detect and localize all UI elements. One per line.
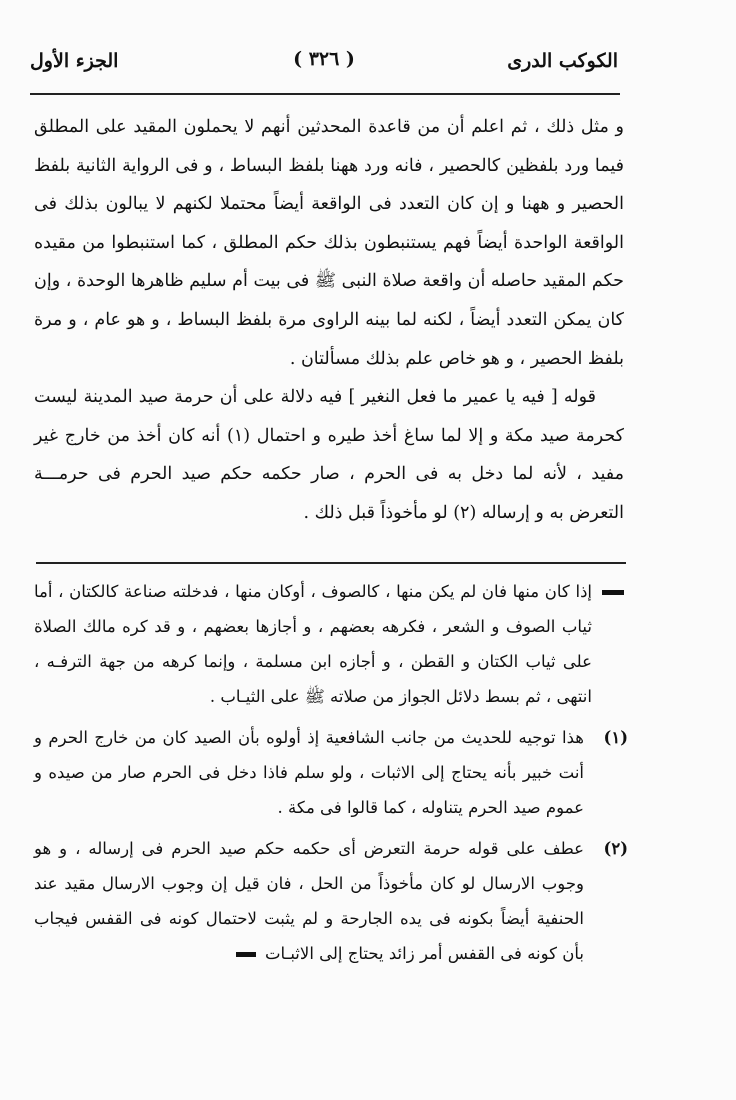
footnote-1	[34, 720, 628, 825]
paragraph: و مثل ذلك ، ثم اعلم أن من قاعدة المحدثين أنهم لا يحملون المقيد على المطلق فيما ورد بلفظين كالحصير ، فانه ورد ههنا بلفظ البساط ، و فى الرواية الثانية بلفظ الحصير و ههنا و إن كان التعدد فى الواقعة أيضاً محتملا لكنهم لا يبالون بذلك فى الواقعة الواحدة أيضاً فهم يستنبطون بذلك حكم المطلق ، كما استنبطوا من مقيده حكم المقيد حاصله أن واقعة صلاة النبى ﷺ فى بيت أم سليم ظاهرها الوحدة ، وإن كان يمكن التعدد أيضاً ، لكنه لما بينه الراوى مرة بلفظ البساط ، و هو عام ، و مرة بلفظ الحصير ، و هو خاص علم بذلك مسألتان .	[34, 117, 624, 369]
continuation-dash-icon	[236, 952, 256, 957]
book-title: الكوكب الدرى	[507, 50, 618, 72]
volume-part: الجزء الأول	[30, 50, 119, 72]
page-header	[30, 44, 618, 84]
footnotes	[34, 574, 628, 977]
page-number: ( ٣٢٦ )	[293, 48, 355, 70]
footnote-separator	[36, 562, 626, 564]
footnote-text: عطف على قوله حرمة التعرض أى حكمه حكم صيد الحرم فى إرساله ، و هو وجوب الارسال لو كان مأخوذاً من الحل ، فان قيل إن وجوب الارسال مقيد عند الحنفية أيضاً بكونه فى يده الجارحة و لم يثبت لاحتمال كونه فى القفس فيجاب بأن كونه فى القفس أمر زائد يحتاج إلى الاثبـات	[34, 839, 584, 963]
footnote-marker: (١)	[603, 728, 628, 747]
footnote-text: هذا توجيه للحديث من جانب الشافعية إذ أولوه بأن الصيد كان من خارج الحرم و أنت خبير بأنه يحتاج إلى الاثبات ، ولو سلم فاذا دخل فى الحرم صار من صيده و عموم صيد الحرم يتناوله ، كما قالوا فى مكة .	[34, 728, 584, 817]
continuation-dash-icon	[602, 574, 624, 609]
main-text	[34, 108, 624, 533]
footnote-2	[34, 831, 628, 971]
footnote-marker: (٢)	[603, 839, 628, 858]
header-rule	[30, 93, 620, 95]
paragraph: قوله [ فيه يا عمير ما فعل النغير ] فيه دلالة على أن حرمة صيد المدينة ليست كحرمة صيد مكة و إلا لما ساغ أخذ طيره و احتمال (١) أنه كان أخذ من خارج غير مفيد ، لأنه لما دخل به فى الحرم ، صار حكمه حكم صيد الحرم فى حرمـــة التعرض به و إرساله (٢) لو مأخوذاً قبل ذلك .	[34, 387, 624, 523]
footnote-text: إذا كان منها فان لم يكن منها ، كالصوف ، أوكان منها ، فدخلته صناعة كالكتان ، أما ثياب الصوف و الشعر ، فكرهه بعضهم ، و أجازها بعضهم ، و قد كره مالك الصلاة على ثياب الكتان و القطن ، و أجازه ابن مسلمة ، وإنما كرهه من جهة الترفـه ، انتهى ، ثم بسط دلائل الجواز من صلاته ﷺ على الثيـاب .	[34, 582, 592, 706]
footnote-continued	[34, 574, 628, 714]
